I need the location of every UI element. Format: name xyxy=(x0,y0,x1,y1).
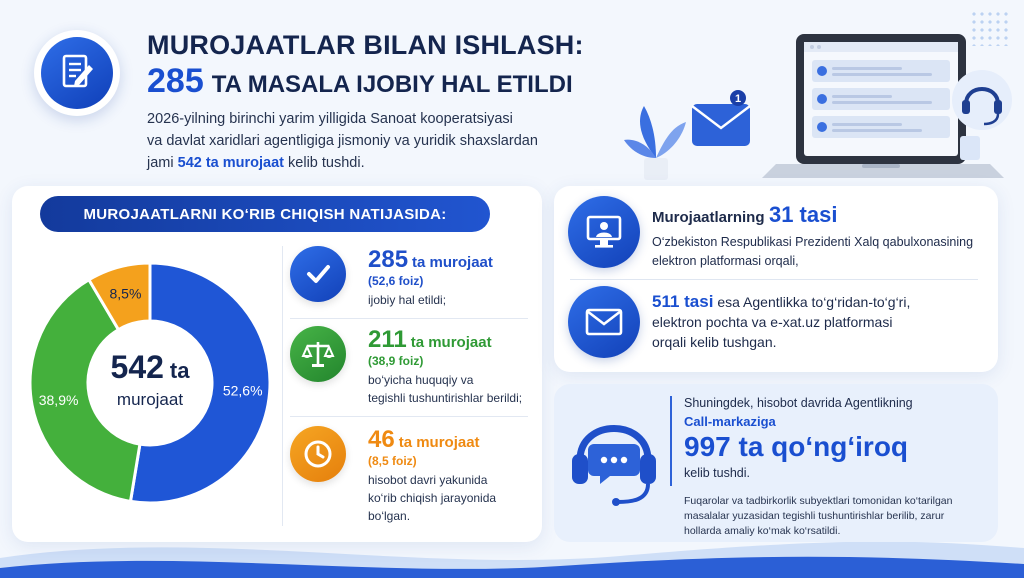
intro-line-1: 2026-yilning birinchi yarim yilligida Sanoat kooperatsiyasi xyxy=(147,111,513,127)
callcenter-line-1: Shuningdek, hisobot davrida Agentlikning xyxy=(684,396,913,410)
headset-icon xyxy=(952,70,1012,160)
result-1-desc: ijobiy hal etildi; xyxy=(368,293,447,307)
intro-highlight: 542 ta murojaat xyxy=(177,155,285,171)
intro-text xyxy=(147,108,607,174)
result-separator xyxy=(290,318,528,319)
donut-label-3: 8,5% xyxy=(109,285,142,302)
result-3-percent: (8,5 foiz) xyxy=(368,454,417,468)
result-2-desc-1: bo‘yicha huquqiy va xyxy=(368,373,474,387)
callcenter-note: Fuqarolar va tadbirkorlik subyektlari tomonidan ko‘tarilgan masalalar yuzasidan tegishli tushuntirishlar berilib, zarur hollarda amaliy ko‘mak ko‘rsatildi. xyxy=(684,495,953,537)
channel-1-title: Murojaatlarning 31 tasi xyxy=(652,202,838,227)
result-item-resolved xyxy=(290,246,540,316)
result-separator xyxy=(290,416,528,417)
envelope-icon xyxy=(568,286,640,358)
page-subtitle xyxy=(147,62,573,101)
page-title: MUROJAATLAR BILAN ISHLASH: xyxy=(147,30,584,60)
plant-icon xyxy=(624,106,686,180)
headset-chat-icon xyxy=(566,404,662,508)
callcenter-calls: 997 ta qo‘ng‘iroq xyxy=(684,431,909,462)
intro-line-3 xyxy=(147,152,607,174)
donut-center-number-group xyxy=(111,349,191,385)
clock-icon xyxy=(290,426,346,482)
result-item-explained xyxy=(290,326,540,412)
results-divider xyxy=(282,246,283,526)
channels-separator xyxy=(570,279,978,280)
intro-line-2: va davlat xaridlari agentligiga jismoniy va yuridik shaxslardan xyxy=(147,133,538,149)
result-3-desc-1: hisobot davri yakunida xyxy=(368,473,488,487)
result-2-number: 211 ta murojaat xyxy=(368,326,492,353)
mail-badge: 1 xyxy=(734,93,742,105)
result-3-desc-3: bo‘lgan. xyxy=(368,509,411,523)
donut-label-1: 52,6% xyxy=(222,382,263,399)
result-1-percent: (52,6 foiz) xyxy=(368,274,424,288)
result-item-pending xyxy=(290,426,540,526)
result-3-desc-2: ko‘rib chiqish jarayonida xyxy=(368,491,497,505)
donut-center-label: murojaat xyxy=(116,390,184,409)
result-2-percent: (38,9 foiz) xyxy=(368,354,424,368)
checkmark-icon xyxy=(290,246,346,302)
donut-label-2: 38,9% xyxy=(38,392,79,409)
donut-center-unit: ta xyxy=(169,358,190,383)
intro-post: kelib tushdi. xyxy=(288,155,365,171)
title-rest: TA MASALA IJOBIY HAL ETILDI xyxy=(211,71,573,98)
donut-chart xyxy=(28,248,272,518)
channel-1-desc: O‘zbekiston Respublikasi Prezidenti Xalq qabulxonasining elektron platformasi orqali, xyxy=(652,235,974,268)
title-number: 285 xyxy=(147,62,204,100)
mail-notification-icon xyxy=(692,90,750,146)
result-3-number: 46 ta murojaat xyxy=(368,426,480,453)
scales-icon xyxy=(290,326,346,382)
result-1-number: 285 ta murojaat xyxy=(368,246,493,273)
channel-2-desc: 511 tasi esa Agentlikka to‘g‘ridan-to‘g‘ri, elektron pochta va e-xat.uz platformasi orqali kelib tushgan. xyxy=(652,292,911,350)
donut-center-number: 542 xyxy=(110,349,164,385)
intro-pre: jami xyxy=(147,155,174,171)
document-pen-icon xyxy=(34,30,120,116)
result-2-desc-2: tegishli tushuntirishlar berildi; xyxy=(368,391,523,405)
laptop-illustration xyxy=(600,8,1020,188)
results-heading: MUROJAATLARNI KO‘RIB CHIQISH NATIJASIDA: xyxy=(40,196,490,232)
callcenter-accent-bar xyxy=(670,396,672,486)
callcenter-line-3: kelib tushdi. xyxy=(684,466,751,480)
channel-2-number: 511 tasi xyxy=(652,292,714,311)
callcenter-line-2: Call-markaziga xyxy=(684,414,776,429)
monitor-user-icon xyxy=(568,196,640,268)
